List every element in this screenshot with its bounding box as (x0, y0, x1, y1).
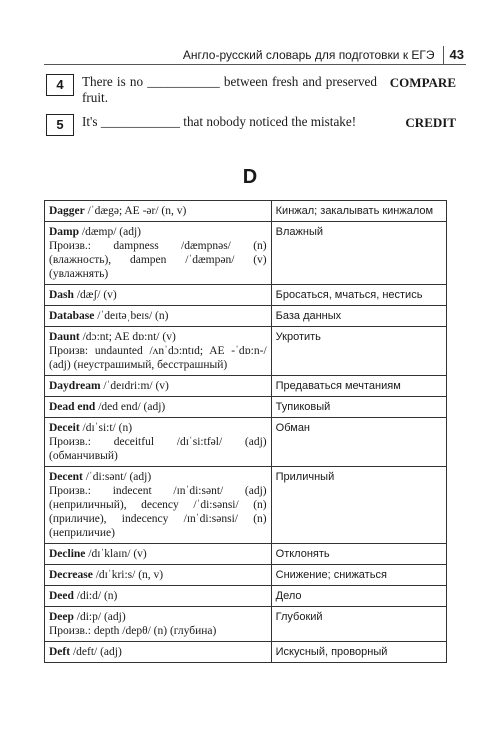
entry-headline (49, 610, 267, 624)
entry-headline (49, 470, 267, 484)
table-row (45, 327, 447, 376)
table-row (45, 376, 447, 397)
headword: Decent (49, 471, 83, 483)
task-sentence: There is no ___________ between fresh and preserved fruit. (82, 74, 377, 105)
table-row (45, 201, 447, 222)
translation: Глубокий (271, 607, 446, 642)
entry-cell (45, 285, 272, 306)
headword: Deceit (49, 422, 80, 434)
entry-cell (45, 586, 272, 607)
transcription: /dɪˈsi:t/ (n) (79, 422, 133, 434)
headword: Daunt (49, 331, 80, 343)
translation: Приличный (271, 467, 446, 544)
table-row (45, 586, 447, 607)
entry-cell (45, 467, 272, 544)
task-sentence: It's ____________ that nobody noticed the mistake! (82, 114, 357, 129)
translation: Укротить (271, 327, 446, 376)
headword: Damp (49, 226, 80, 238)
derivatives: Произв.: deceitful /dɪˈsi:tfəl/ (adj) (обманчивый) (49, 436, 267, 462)
table-row (45, 565, 447, 586)
entry-cell (45, 306, 272, 327)
transcription: /dɪˈklaɪn/ (v) (85, 548, 147, 560)
transcription: /ˈdægə; AE -ər/ (n, v) (84, 205, 187, 217)
entry-cell (45, 376, 272, 397)
entry-headline (49, 645, 267, 659)
headword: Dead end (49, 401, 96, 413)
table-row (45, 418, 447, 467)
translation: Влажный (271, 222, 446, 285)
transcription: /dæʃ/ (v) (73, 289, 117, 301)
running-header (44, 46, 466, 65)
task-number: 4 (46, 74, 74, 96)
entry-headline (49, 379, 267, 393)
headword: Deft (49, 646, 71, 658)
entry-cell (45, 327, 272, 376)
entry-headline (49, 547, 267, 561)
dictionary-table (44, 200, 447, 663)
table-row (45, 306, 447, 327)
table-row (45, 607, 447, 642)
transcription: /dɔ:nt; AE dɒ:nt/ (v) (79, 331, 176, 343)
translation: Снижение; снижаться (271, 565, 446, 586)
translation: Обман (271, 418, 446, 467)
entry-headline (49, 288, 267, 302)
table-row (45, 285, 447, 306)
task-keyword: COMPARE (389, 75, 456, 90)
entry-cell (45, 222, 272, 285)
book-title: Англо-русский словарь для подготовки к ЕГЭ (182, 48, 435, 62)
entry-headline (49, 400, 267, 414)
headword: Dash (49, 289, 74, 301)
derivatives: Произв: undaunted /ʌnˈdɔ:ntɪd; AE -ˈdɒ:n-/ (adj) (неустрашимый, бесстрашный) (49, 345, 267, 371)
page-number: 43 (449, 47, 464, 62)
headword: Deep (49, 611, 74, 623)
transcription: /deft/ (adj) (70, 646, 122, 658)
translation: Бросаться, мчаться, нестись (271, 285, 446, 306)
table-row (45, 222, 447, 285)
transcription: /di:p/ (adj) (73, 611, 126, 623)
section-letter: D (242, 166, 258, 188)
translation: Отклонять (271, 544, 446, 565)
entry-headline (49, 589, 267, 603)
table-row (45, 397, 447, 418)
headword: Decrease (49, 569, 93, 581)
entry-cell (45, 642, 272, 663)
task-number: 5 (46, 114, 74, 136)
entry-headline (49, 309, 267, 323)
translation: Дело (271, 586, 446, 607)
headword: Daydream (49, 380, 101, 392)
headword: Database (49, 310, 95, 322)
entry-cell (45, 544, 272, 565)
entry-headline (49, 421, 267, 435)
entry-headline (49, 568, 267, 582)
translation: Кинжал; закалывать кинжалом (271, 201, 446, 222)
entry-cell (45, 607, 272, 642)
transcription: /dæmp/ (adj) (79, 226, 141, 238)
transcription: /di:d/ (n) (73, 590, 118, 602)
transcription: /dɪˈkri:s/ (n, v) (92, 569, 164, 581)
derivatives: Произв.: depth /depθ/ (n) (глубина) (49, 625, 217, 637)
task-keyword: CREDIT (405, 115, 456, 130)
table-row (45, 642, 447, 663)
entry-headline (49, 204, 267, 218)
transcription: /ˈdeɪtəˌbeɪs/ (n) (94, 310, 169, 322)
entry-cell (45, 565, 272, 586)
derivatives: Произв.: indecent /ɪnˈdi:sənt/ (adj) (неприличный), decency /ˈdi:sənsi/ (n) (приличие), indecency /ɪnˈdi:sənsi/ (n) (неприличие) (49, 485, 267, 539)
headword: Dagger (49, 205, 85, 217)
transcription: /ˈdeɪdri:m/ (v) (100, 380, 169, 392)
entry-cell (45, 201, 272, 222)
translation: База данных (271, 306, 446, 327)
headword: Decline (49, 548, 86, 560)
transcription: /ded end/ (adj) (95, 401, 166, 413)
transcription: /ˈdi:sənt/ (adj) (82, 471, 152, 483)
entry-headline (49, 330, 267, 344)
headword: Deed (49, 590, 74, 602)
derivatives: Произв.: dampness /dæmpnəs/ (n) (влажность), dampen /ˈdæmpən/ (v) (увлажнять) (49, 240, 267, 280)
translation: Искусный, проворный (271, 642, 446, 663)
translation: Тупиковый (271, 397, 446, 418)
table-row (45, 544, 447, 565)
entry-cell (45, 418, 272, 467)
header-divider (443, 46, 444, 64)
entry-headline (49, 225, 267, 239)
table-row (45, 467, 447, 544)
entry-cell (45, 397, 272, 418)
translation: Предаваться мечтаниям (271, 376, 446, 397)
